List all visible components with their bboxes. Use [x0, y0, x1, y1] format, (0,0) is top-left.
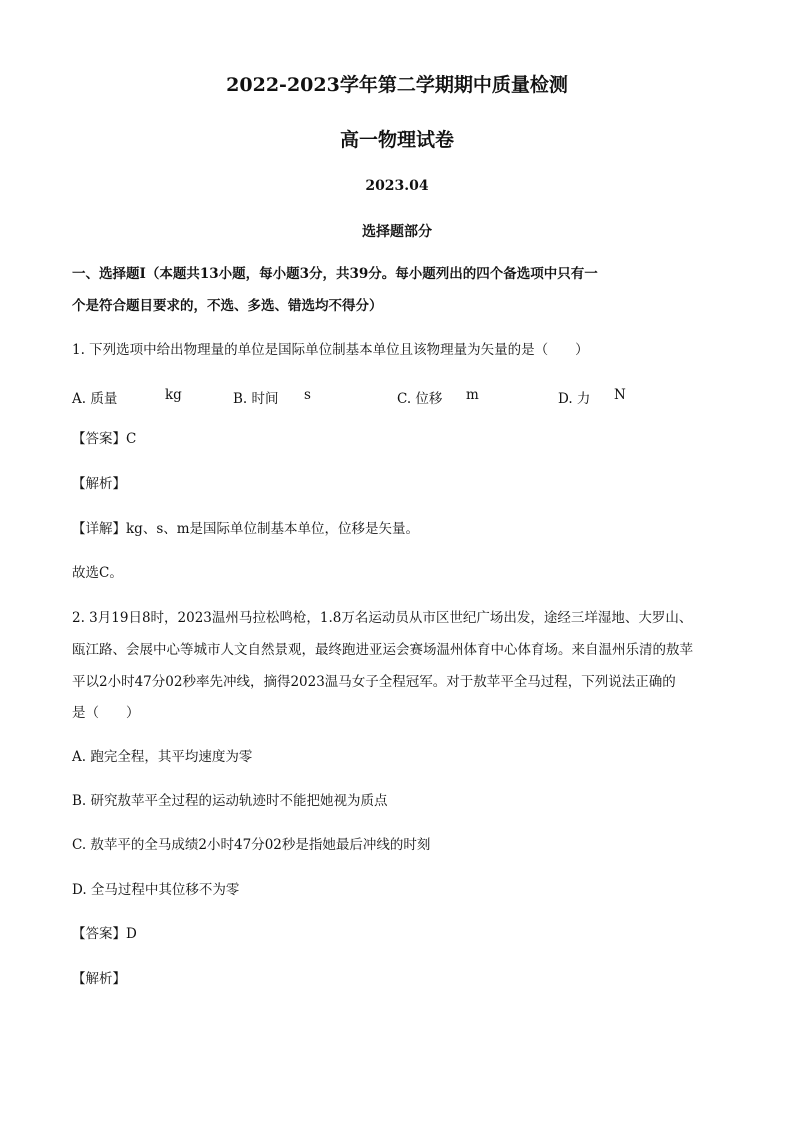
q1-analysis-heading: 【解析】	[72, 476, 126, 492]
part-heading: 选择题部分	[362, 224, 432, 240]
exam-subtitle: 高一物理试卷	[339, 129, 454, 151]
section-instruction-line-2: 个是符合题目要求的，不选、多选、错选均不得分）	[72, 298, 383, 314]
q2-option-c: C. 敖苹平的全马成绩2小时47分02秒是指她最后冲线的时刻	[72, 837, 431, 853]
q1-option-b-label: B. 时间	[233, 391, 279, 407]
section-instruction-line-1: 一、选择题Ⅰ（本题共13小题，每小题3分，共39分。每小题列出的四个备选项中只有一	[72, 266, 598, 282]
question-2-stem-line-1: 2. 3月19日8时，2023温州马拉松鸣枪，1.8万名运动员从市区世纪广场出发，途经三垟湿地、大罗山、	[72, 610, 693, 626]
q1-option-d-unit: N	[614, 387, 626, 403]
q1-option-d-label: D. 力	[558, 391, 591, 407]
question-2-stem-line-4: 是（ ）	[72, 705, 140, 721]
q1-option-c-label: C. 位移	[397, 391, 443, 407]
q2-analysis-heading: 【解析】	[72, 971, 126, 987]
exam-date: 2023.04	[365, 178, 429, 194]
q1-option-a-unit: kg	[165, 387, 182, 403]
question-2-stem-line-2: 瓯江路、会展中心等城市人文自然景观，最终跑进亚运会赛场温州体育中心体育场。来自温州乐清的敖苹	[72, 642, 693, 658]
q2-option-d: D. 全马过程中其位移不为零	[72, 882, 240, 898]
q1-detail: 【详解】kg、s、m是国际单位制基本单位，位移是矢量。	[72, 521, 420, 537]
question-1-stem: 1. 下列选项中给出物理量的单位是国际单位制基本单位且该物理量为矢量的是（ ）	[72, 342, 589, 358]
q1-answer: 【答案】C	[72, 431, 137, 447]
q1-option-c-unit: m	[466, 387, 479, 403]
q2-answer: 【答案】D	[72, 926, 137, 942]
question-2-stem-line-3: 平以2小时47分02秒率先冲线，摘得2023温马女子全程冠军。对于敖苹平全马过程，下列说法正确的	[72, 674, 676, 690]
q1-option-a-label: A. 质量	[72, 391, 118, 407]
q2-option-b: B. 研究敖苹平全过程的运动轨迹时不能把她视为质点	[72, 793, 388, 809]
q1-option-b-unit: s	[304, 387, 311, 403]
q1-conclusion: 故选C。	[72, 565, 123, 581]
q2-option-a: A. 跑完全程，其平均速度为零	[72, 749, 253, 765]
exam-title: 2022-2023学年第二学期期中质量检测	[226, 74, 568, 96]
